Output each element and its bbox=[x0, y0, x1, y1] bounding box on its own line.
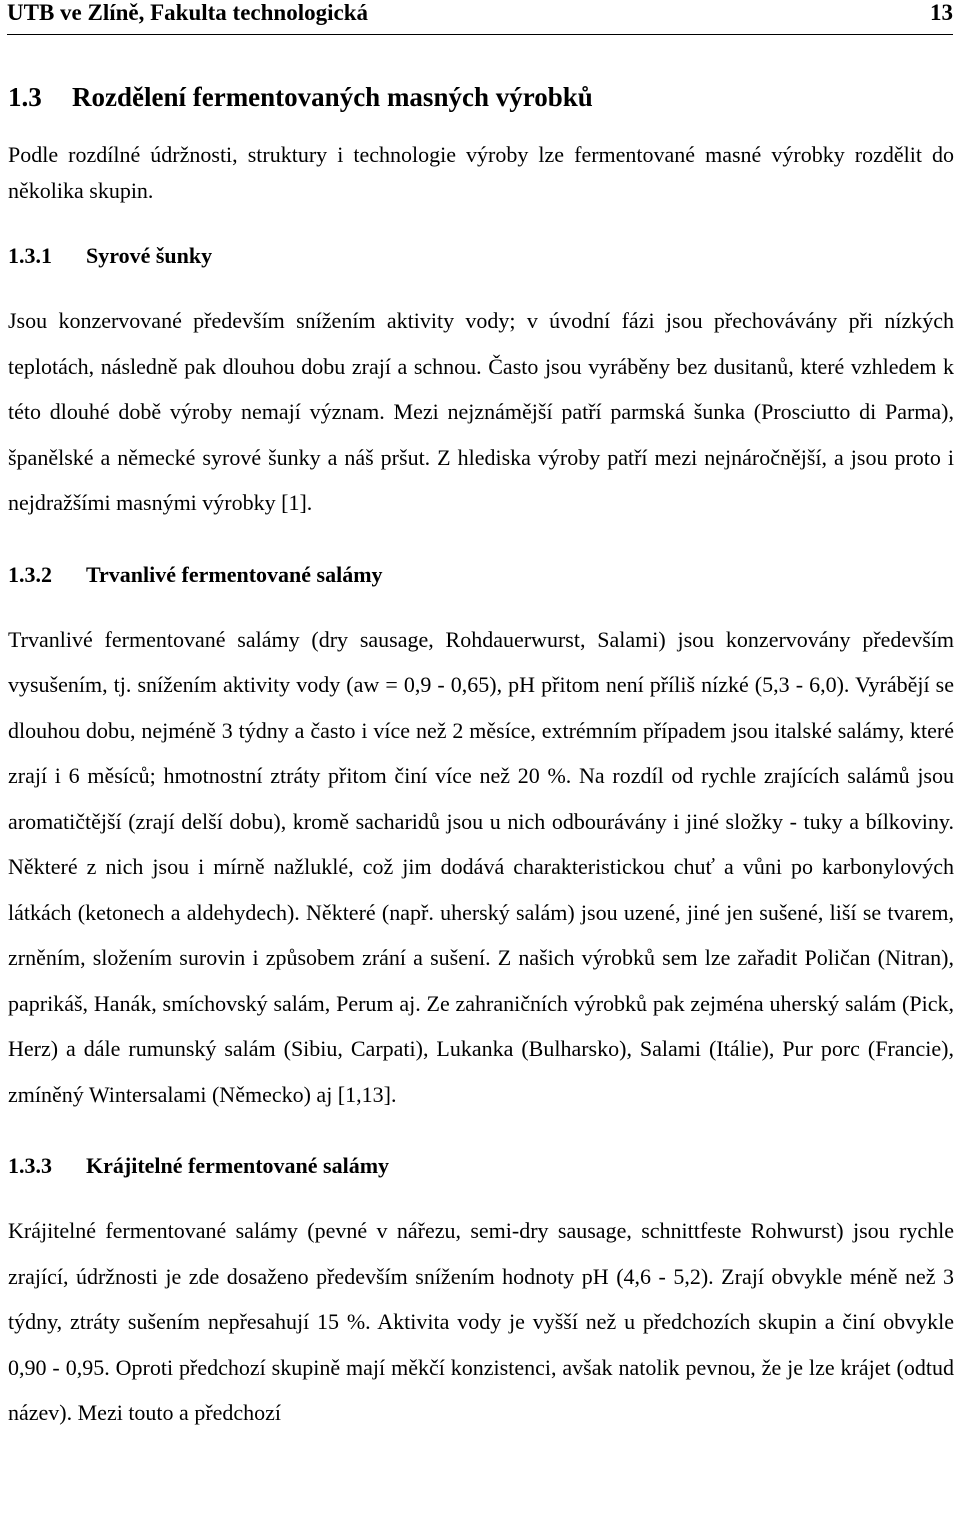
chapter-heading bbox=[8, 80, 954, 114]
section-number: 1.3.3 bbox=[8, 1153, 52, 1178]
chapter-intro-paragraph: Podle rozdílné údržnosti, struktury i technologie výroby lze fermentované masné výrobky rozdělit do několika skupin. bbox=[8, 142, 954, 203]
page-number: 13 bbox=[930, 0, 953, 25]
section-title: Trvanlivé fermentované salámy bbox=[86, 561, 383, 587]
section-number: 1.3.1 bbox=[8, 243, 52, 268]
section-number: 1.3.2 bbox=[8, 561, 52, 587]
section-heading-1-3-1 bbox=[8, 241, 954, 271]
header-institution: UTB ve Zlíně, Fakulta technologická bbox=[7, 0, 368, 25]
page-header bbox=[7, 0, 953, 35]
page-content bbox=[8, 80, 954, 1436]
section-paragraph-1-3-1: Jsou konzervované především snížením aktivity vody; v úvodní fázi jsou přechovávány při nízkých teplotách, následně pak dlouhou dobu zrají a schnou. Často jsou vyráběny bez dusitanů, které vzhledem k této dlouhé době výroby nemají význam. Mezi nejznámější patří parmská šunka (Prosciutto di Parma), španělské a německé syrové šunky a náš pršut. Z hlediska výroby patří mezi nejnáročnější, a jsou proto i nejdražšími masnými výrobky [1]. bbox=[8, 308, 954, 515]
section-heading-1-3-2 bbox=[8, 560, 954, 590]
section-paragraph-1-3-2: Trvanlivé fermentované salámy (dry sausage, Rohdauerwurst, Salami) jsou konzervovány především vysušením, tj. snížením aktivity vody (aw = 0,9 - 0,65), pH přitom není příliš nízké (5,3 - 6,0). Vyrábějí se dlouhou dobu, nejméně 3 týdny a často i více než 2 měsíce, extrémním případem jsou italské salámy, které zrají i 6 měsíců; hmotnostní ztráty přitom činí více než 20 %. Na rozdíl od rychle zrajících salámů jsou aromatičtější (zrají delší dobu), kromě sacharidů jsou u nich odbourávány i jiné složky - tuky a bílkoviny. Některé z nich jsou i mírně nažluklé, což jim dodává charakteristickou chuť a vůni po karbonylových látkách (ketonech a aldehydech). Některé (např. uherský salám) jsou uzené, jiné jen sušené, liší se tvarem, zrněním, složením surovin i způsobem zrání a sušení. Z našich výrobků sem lze zařadit Poličan (Nitran), paprikáš, Hanák, smíchovský salám, Perum aj. Ze zahraničních výrobků pak zejména uherský salám (Pick, Herz) a dále rumunský salám (Sibiu, Carpati), Lukanka (Bulharsko), Salami (Itálie), Pur porc (Francie), zmíněný Wintersalami (Německo) aj [1,13]. bbox=[8, 626, 954, 1107]
section-heading-1-3-3 bbox=[8, 1151, 954, 1181]
chapter-number: 1.3 bbox=[8, 82, 42, 112]
section-title: Krájitelné fermentované salámy bbox=[86, 1153, 390, 1178]
section-title: Syrové šunky bbox=[86, 243, 213, 268]
chapter-title: Rozdělení fermentovaných masných výrobků bbox=[72, 82, 593, 112]
section-paragraph-1-3-3: Krájitelné fermentované salámy (pevné v nářezu, semi-dry sausage, schnittfeste Rohwurst) jsou rychle zrající, údržnosti je zde dosaženo především snížením hodnoty pH (4,6 - 5,2). Zrají obvykle méně než 3 týdny, ztráty sušením nepřesahují 15 %. Aktivita vody je vyšší než u předchozích skupin a činí obvykle 0,90 - 0,95. Oproti předchozí skupině mají měkčí konzistenci, avšak natolik pevnou, že je lze krájet (odtud název). Mezi touto a předchozí bbox=[8, 1218, 954, 1425]
